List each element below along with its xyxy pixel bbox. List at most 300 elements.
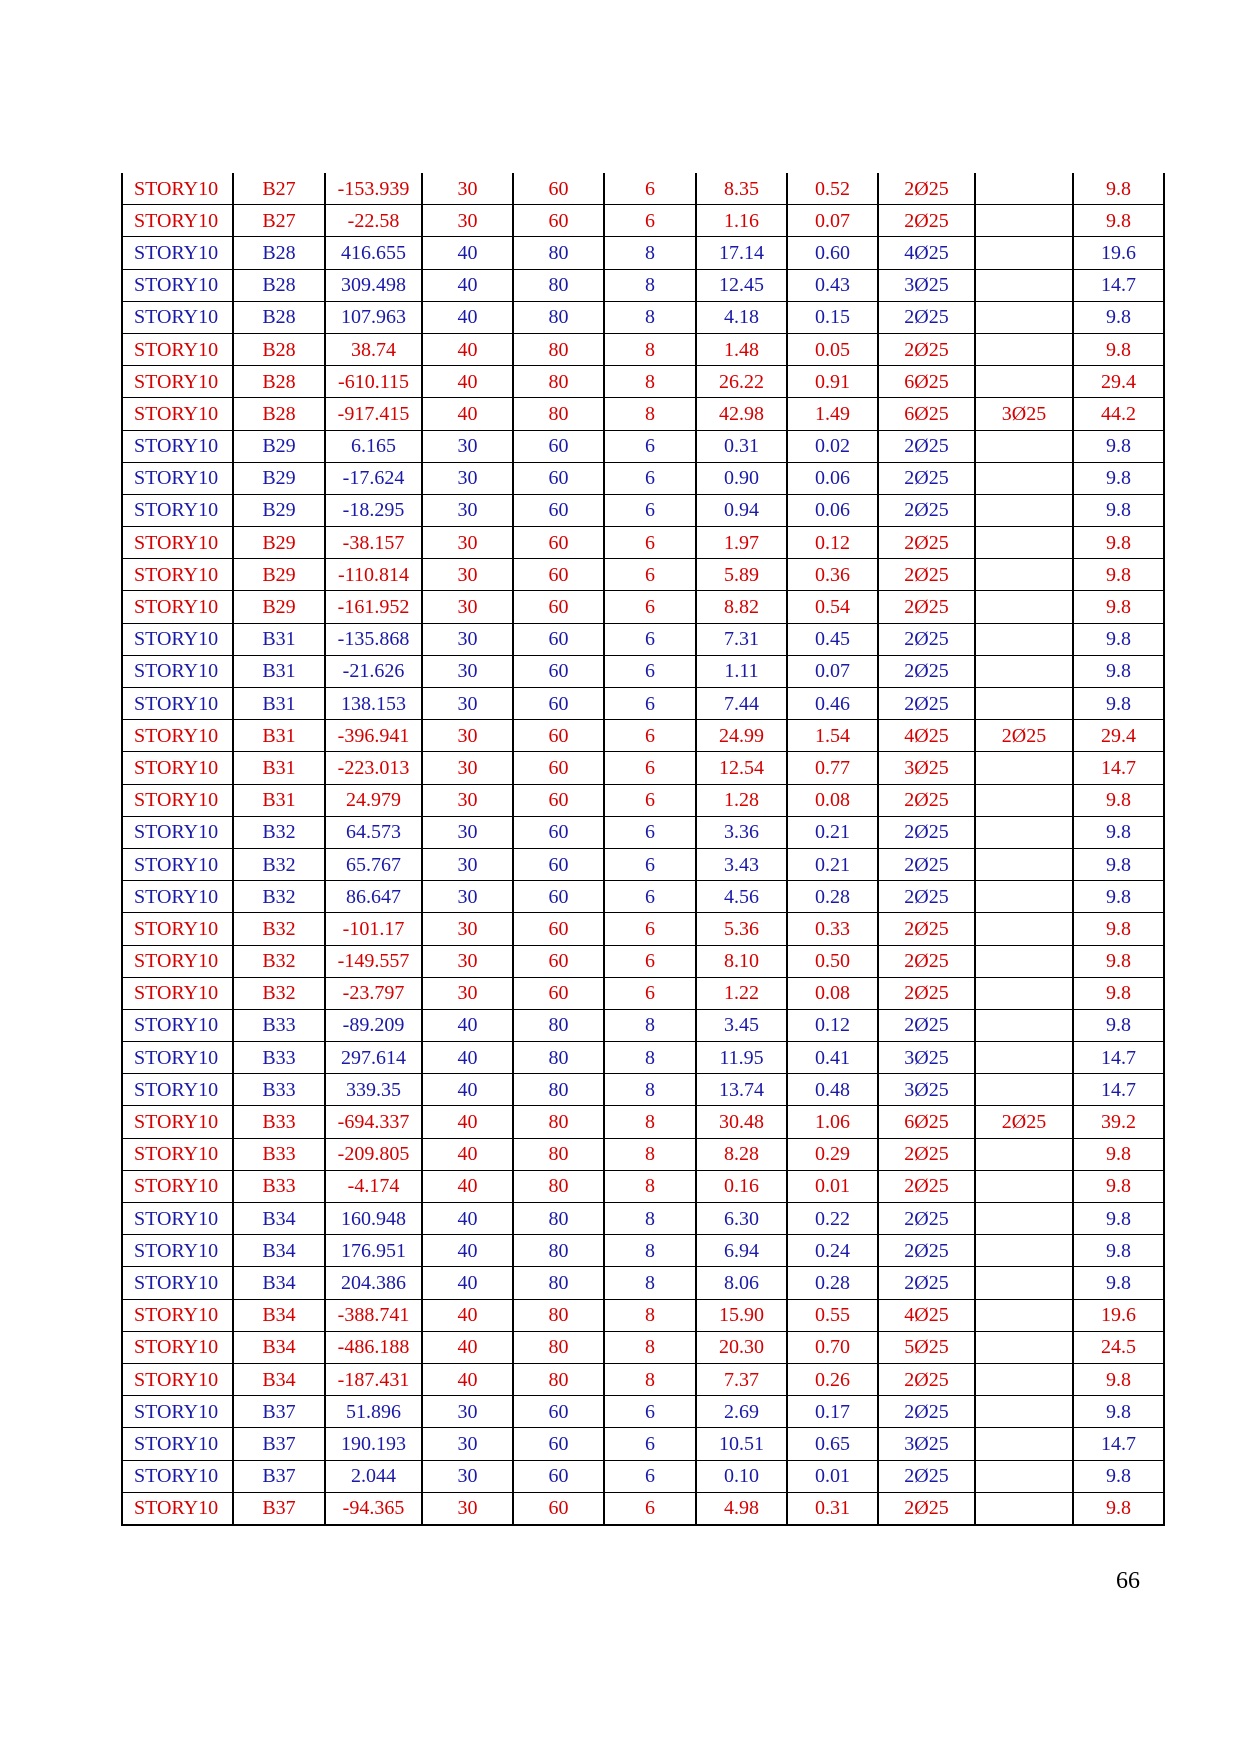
- cell-provided-area: 9.8: [1073, 1492, 1164, 1525]
- cell-extra-bars: [975, 237, 1073, 269]
- cell-width: 40: [422, 237, 513, 269]
- cell-extra-bars: [975, 1428, 1073, 1460]
- cell-extra-bars: [975, 1492, 1073, 1525]
- cell-height: 60: [513, 205, 604, 237]
- cell-height: 60: [513, 913, 604, 945]
- cell-beam: B37: [233, 1492, 325, 1525]
- cell-story: STORY10: [122, 1138, 233, 1170]
- cell-main-bars: 2Ø25: [878, 977, 975, 1009]
- cell-provided-area: 9.8: [1073, 977, 1164, 1009]
- cell-moment: -149.557: [325, 945, 422, 977]
- cell-width: 30: [422, 1492, 513, 1525]
- cell-height: 80: [513, 398, 604, 430]
- cell-main-bars: 2Ø25: [878, 784, 975, 816]
- cell-extra-bars: [975, 1235, 1073, 1267]
- cell-cover: 8: [604, 1106, 696, 1138]
- cell-main-bars: 2Ø25: [878, 913, 975, 945]
- cell-beam: B33: [233, 1170, 325, 1202]
- cell-steel-ratio: 0.06: [787, 494, 878, 526]
- cell-width: 40: [422, 1331, 513, 1363]
- cell-main-bars: 3Ø25: [878, 1074, 975, 1106]
- cell-moment: -223.013: [325, 752, 422, 784]
- cell-main-bars: 2Ø25: [878, 881, 975, 913]
- table-row: [122, 1396, 1164, 1428]
- cell-extra-bars: [975, 1460, 1073, 1492]
- cell-steel-area: 4.98: [696, 1492, 787, 1525]
- cell-height: 60: [513, 848, 604, 880]
- table-row: [122, 1074, 1164, 1106]
- table-row: [122, 881, 1164, 913]
- cell-main-bars: 2Ø25: [878, 1460, 975, 1492]
- cell-beam: B31: [233, 784, 325, 816]
- cell-height: 80: [513, 1074, 604, 1106]
- cell-width: 30: [422, 688, 513, 720]
- cell-main-bars: 2Ø25: [878, 333, 975, 365]
- cell-extra-bars: [975, 173, 1073, 205]
- cell-provided-area: 14.7: [1073, 1428, 1164, 1460]
- cell-moment: 6.165: [325, 430, 422, 462]
- cell-story: STORY10: [122, 816, 233, 848]
- cell-steel-area: 8.06: [696, 1267, 787, 1299]
- table-row: [122, 1363, 1164, 1395]
- table-row: [122, 1492, 1164, 1525]
- cell-main-bars: 2Ø25: [878, 1235, 975, 1267]
- cell-main-bars: 4Ø25: [878, 1299, 975, 1331]
- cell-width: 30: [422, 1396, 513, 1428]
- cell-extra-bars: [975, 1363, 1073, 1395]
- table-row: [122, 1267, 1164, 1299]
- cell-extra-bars: 3Ø25: [975, 398, 1073, 430]
- cell-cover: 6: [604, 816, 696, 848]
- cell-beam: B27: [233, 205, 325, 237]
- cell-provided-area: 9.8: [1073, 816, 1164, 848]
- cell-main-bars: 2Ø25: [878, 1396, 975, 1428]
- cell-steel-area: 13.74: [696, 1074, 787, 1106]
- cell-story: STORY10: [122, 205, 233, 237]
- cell-beam: B37: [233, 1396, 325, 1428]
- cell-steel-area: 5.36: [696, 913, 787, 945]
- cell-extra-bars: [975, 688, 1073, 720]
- cell-main-bars: 2Ø25: [878, 559, 975, 591]
- cell-width: 40: [422, 1267, 513, 1299]
- cell-height: 80: [513, 1363, 604, 1395]
- cell-steel-area: 0.10: [696, 1460, 787, 1492]
- cell-provided-area: 19.6: [1073, 237, 1164, 269]
- cell-main-bars: 2Ø25: [878, 1267, 975, 1299]
- cell-height: 80: [513, 1106, 604, 1138]
- cell-beam: B28: [233, 237, 325, 269]
- table-row: [122, 1106, 1164, 1138]
- cell-provided-area: 14.7: [1073, 1042, 1164, 1074]
- cell-extra-bars: [975, 591, 1073, 623]
- table-row: [122, 430, 1164, 462]
- cell-steel-area: 5.89: [696, 559, 787, 591]
- cell-cover: 6: [604, 591, 696, 623]
- cell-extra-bars: 2Ø25: [975, 1106, 1073, 1138]
- cell-moment: 51.896: [325, 1396, 422, 1428]
- cell-steel-ratio: 0.41: [787, 1042, 878, 1074]
- cell-main-bars: 2Ø25: [878, 1203, 975, 1235]
- cell-height: 60: [513, 977, 604, 1009]
- table-row: [122, 1460, 1164, 1492]
- cell-steel-area: 26.22: [696, 366, 787, 398]
- cell-steel-ratio: 0.07: [787, 655, 878, 687]
- cell-moment: -17.624: [325, 462, 422, 494]
- table-row: [122, 333, 1164, 365]
- cell-cover: 6: [604, 977, 696, 1009]
- cell-steel-ratio: 0.65: [787, 1428, 878, 1460]
- cell-width: 40: [422, 301, 513, 333]
- cell-moment: -23.797: [325, 977, 422, 1009]
- cell-height: 60: [513, 881, 604, 913]
- cell-height: 60: [513, 462, 604, 494]
- cell-steel-ratio: 0.12: [787, 527, 878, 559]
- cell-extra-bars: [975, 655, 1073, 687]
- table-row: [122, 269, 1164, 301]
- cell-main-bars: 2Ø25: [878, 655, 975, 687]
- table-row: [122, 784, 1164, 816]
- cell-story: STORY10: [122, 494, 233, 526]
- cell-height: 80: [513, 1009, 604, 1041]
- cell-width: 40: [422, 1138, 513, 1170]
- cell-width: 30: [422, 462, 513, 494]
- cell-moment: -18.295: [325, 494, 422, 526]
- cell-story: STORY10: [122, 398, 233, 430]
- cell-beam: B29: [233, 430, 325, 462]
- cell-steel-ratio: 0.22: [787, 1203, 878, 1235]
- cell-story: STORY10: [122, 1299, 233, 1331]
- cell-steel-ratio: 0.46: [787, 688, 878, 720]
- cell-extra-bars: [975, 1042, 1073, 1074]
- cell-moment: -610.115: [325, 366, 422, 398]
- cell-cover: 8: [604, 269, 696, 301]
- cell-extra-bars: [975, 945, 1073, 977]
- cell-steel-area: 0.16: [696, 1170, 787, 1202]
- cell-main-bars: 2Ø25: [878, 1170, 975, 1202]
- table-row: [122, 688, 1164, 720]
- cell-height: 60: [513, 945, 604, 977]
- cell-moment: 107.963: [325, 301, 422, 333]
- cell-extra-bars: [975, 559, 1073, 591]
- cell-moment: -486.188: [325, 1331, 422, 1363]
- cell-beam: B33: [233, 1074, 325, 1106]
- cell-height: 60: [513, 816, 604, 848]
- cell-width: 40: [422, 1009, 513, 1041]
- cell-cover: 8: [604, 1235, 696, 1267]
- cell-width: 30: [422, 623, 513, 655]
- cell-extra-bars: [975, 1138, 1073, 1170]
- cell-provided-area: 9.8: [1073, 205, 1164, 237]
- cell-main-bars: 2Ø25: [878, 494, 975, 526]
- cell-width: 40: [422, 1042, 513, 1074]
- cell-steel-area: 42.98: [696, 398, 787, 430]
- cell-main-bars: 2Ø25: [878, 301, 975, 333]
- cell-story: STORY10: [122, 173, 233, 205]
- cell-cover: 8: [604, 398, 696, 430]
- cell-extra-bars: [975, 366, 1073, 398]
- cell-moment: -917.415: [325, 398, 422, 430]
- cell-beam: B29: [233, 527, 325, 559]
- cell-beam: B34: [233, 1267, 325, 1299]
- cell-main-bars: 2Ø25: [878, 1363, 975, 1395]
- cell-moment: -38.157: [325, 527, 422, 559]
- cell-steel-ratio: 0.08: [787, 977, 878, 1009]
- cell-beam: B32: [233, 977, 325, 1009]
- cell-width: 40: [422, 398, 513, 430]
- cell-provided-area: 9.8: [1073, 913, 1164, 945]
- cell-moment: -694.337: [325, 1106, 422, 1138]
- cell-cover: 6: [604, 1396, 696, 1428]
- cell-steel-ratio: 0.50: [787, 945, 878, 977]
- cell-cover: 6: [604, 1492, 696, 1525]
- cell-main-bars: 2Ø25: [878, 1492, 975, 1525]
- cell-provided-area: 14.7: [1073, 269, 1164, 301]
- cell-provided-area: 9.8: [1073, 848, 1164, 880]
- cell-provided-area: 9.8: [1073, 333, 1164, 365]
- cell-width: 40: [422, 1363, 513, 1395]
- cell-story: STORY10: [122, 623, 233, 655]
- cell-moment: 24.979: [325, 784, 422, 816]
- cell-provided-area: 24.5: [1073, 1331, 1164, 1363]
- cell-height: 60: [513, 527, 604, 559]
- cell-provided-area: 9.8: [1073, 1235, 1164, 1267]
- cell-steel-ratio: 0.70: [787, 1331, 878, 1363]
- cell-moment: -388.741: [325, 1299, 422, 1331]
- table-row: [122, 623, 1164, 655]
- cell-steel-area: 8.10: [696, 945, 787, 977]
- cell-moment: -22.58: [325, 205, 422, 237]
- cell-steel-area: 8.28: [696, 1138, 787, 1170]
- cell-steel-ratio: 0.55: [787, 1299, 878, 1331]
- cell-steel-ratio: 0.31: [787, 1492, 878, 1525]
- cell-cover: 6: [604, 784, 696, 816]
- cell-main-bars: 2Ø25: [878, 462, 975, 494]
- cell-story: STORY10: [122, 720, 233, 752]
- cell-cover: 8: [604, 301, 696, 333]
- cell-story: STORY10: [122, 591, 233, 623]
- cell-extra-bars: [975, 269, 1073, 301]
- cell-steel-area: 3.43: [696, 848, 787, 880]
- cell-steel-ratio: 0.36: [787, 559, 878, 591]
- cell-steel-ratio: 0.33: [787, 913, 878, 945]
- cell-steel-area: 6.30: [696, 1203, 787, 1235]
- cell-steel-area: 17.14: [696, 237, 787, 269]
- table-row: [122, 462, 1164, 494]
- table-row: [122, 1331, 1164, 1363]
- cell-beam: B32: [233, 913, 325, 945]
- cell-story: STORY10: [122, 913, 233, 945]
- cell-steel-ratio: 0.12: [787, 1009, 878, 1041]
- cell-cover: 8: [604, 366, 696, 398]
- cell-main-bars: 6Ø25: [878, 1106, 975, 1138]
- cell-moment: 38.74: [325, 333, 422, 365]
- cell-moment: 339.35: [325, 1074, 422, 1106]
- cell-extra-bars: [975, 623, 1073, 655]
- table-row: [122, 945, 1164, 977]
- cell-height: 60: [513, 1428, 604, 1460]
- cell-main-bars: 2Ø25: [878, 1138, 975, 1170]
- cell-story: STORY10: [122, 688, 233, 720]
- cell-extra-bars: [975, 527, 1073, 559]
- cell-story: STORY10: [122, 269, 233, 301]
- cell-story: STORY10: [122, 655, 233, 687]
- cell-height: 60: [513, 1492, 604, 1525]
- cell-story: STORY10: [122, 1363, 233, 1395]
- cell-cover: 6: [604, 720, 696, 752]
- cell-beam: B31: [233, 688, 325, 720]
- cell-width: 30: [422, 1460, 513, 1492]
- cell-provided-area: 19.6: [1073, 1299, 1164, 1331]
- cell-height: 60: [513, 430, 604, 462]
- cell-beam: B29: [233, 462, 325, 494]
- cell-cover: 6: [604, 559, 696, 591]
- cell-width: 30: [422, 881, 513, 913]
- cell-provided-area: 9.8: [1073, 1460, 1164, 1492]
- cell-moment: -21.626: [325, 655, 422, 687]
- cell-steel-area: 8.35: [696, 173, 787, 205]
- cell-height: 60: [513, 1460, 604, 1492]
- cell-steel-area: 1.48: [696, 333, 787, 365]
- cell-beam: B27: [233, 173, 325, 205]
- cell-story: STORY10: [122, 881, 233, 913]
- cell-provided-area: 9.8: [1073, 623, 1164, 655]
- cell-cover: 8: [604, 1267, 696, 1299]
- table-row: [122, 173, 1164, 205]
- cell-height: 80: [513, 1235, 604, 1267]
- cell-steel-ratio: 0.26: [787, 1363, 878, 1395]
- cell-steel-area: 12.45: [696, 269, 787, 301]
- cell-main-bars: 2Ø25: [878, 816, 975, 848]
- cell-steel-area: 2.69: [696, 1396, 787, 1428]
- cell-extra-bars: [975, 1267, 1073, 1299]
- cell-beam: B33: [233, 1042, 325, 1074]
- cell-extra-bars: [975, 977, 1073, 1009]
- cell-main-bars: 2Ø25: [878, 527, 975, 559]
- cell-main-bars: 2Ø25: [878, 430, 975, 462]
- cell-story: STORY10: [122, 333, 233, 365]
- cell-main-bars: 3Ø25: [878, 1042, 975, 1074]
- cell-provided-area: 9.8: [1073, 1138, 1164, 1170]
- cell-story: STORY10: [122, 366, 233, 398]
- cell-moment: -94.365: [325, 1492, 422, 1525]
- cell-provided-area: 9.8: [1073, 945, 1164, 977]
- cell-beam: B34: [233, 1363, 325, 1395]
- cell-story: STORY10: [122, 1492, 233, 1525]
- cell-steel-ratio: 0.21: [787, 848, 878, 880]
- cell-extra-bars: [975, 1170, 1073, 1202]
- cell-beam: B37: [233, 1428, 325, 1460]
- cell-main-bars: 4Ø25: [878, 237, 975, 269]
- cell-cover: 8: [604, 1331, 696, 1363]
- cell-height: 60: [513, 173, 604, 205]
- table-body: [122, 173, 1164, 1525]
- cell-width: 40: [422, 333, 513, 365]
- cell-story: STORY10: [122, 527, 233, 559]
- cell-moment: 297.614: [325, 1042, 422, 1074]
- cell-cover: 8: [604, 1299, 696, 1331]
- cell-height: 80: [513, 301, 604, 333]
- cell-main-bars: 2Ø25: [878, 591, 975, 623]
- cell-height: 80: [513, 1299, 604, 1331]
- cell-moment: -187.431: [325, 1363, 422, 1395]
- cell-extra-bars: [975, 752, 1073, 784]
- cell-cover: 8: [604, 1009, 696, 1041]
- cell-moment: -135.868: [325, 623, 422, 655]
- cell-height: 60: [513, 494, 604, 526]
- cell-moment: 64.573: [325, 816, 422, 848]
- cell-height: 80: [513, 1170, 604, 1202]
- cell-extra-bars: [975, 1074, 1073, 1106]
- cell-provided-area: 9.8: [1073, 784, 1164, 816]
- cell-cover: 6: [604, 623, 696, 655]
- cell-provided-area: 9.8: [1073, 494, 1164, 526]
- cell-provided-area: 9.8: [1073, 881, 1164, 913]
- cell-steel-area: 10.51: [696, 1428, 787, 1460]
- cell-width: 30: [422, 559, 513, 591]
- cell-cover: 6: [604, 881, 696, 913]
- cell-steel-area: 24.99: [696, 720, 787, 752]
- cell-steel-area: 1.28: [696, 784, 787, 816]
- cell-cover: 6: [604, 462, 696, 494]
- cell-steel-ratio: 0.24: [787, 1235, 878, 1267]
- cell-cover: 8: [604, 1363, 696, 1395]
- cell-steel-area: 0.94: [696, 494, 787, 526]
- cell-story: STORY10: [122, 1074, 233, 1106]
- cell-extra-bars: [975, 333, 1073, 365]
- cell-moment: -161.952: [325, 591, 422, 623]
- table-row: [122, 366, 1164, 398]
- cell-extra-bars: [975, 1009, 1073, 1041]
- cell-story: STORY10: [122, 1428, 233, 1460]
- cell-provided-area: 9.8: [1073, 173, 1164, 205]
- table-row: [122, 205, 1164, 237]
- cell-cover: 8: [604, 237, 696, 269]
- cell-cover: 6: [604, 205, 696, 237]
- cell-width: 40: [422, 1203, 513, 1235]
- cell-steel-area: 30.48: [696, 1106, 787, 1138]
- cell-extra-bars: [975, 462, 1073, 494]
- cell-height: 80: [513, 1138, 604, 1170]
- cell-width: 40: [422, 366, 513, 398]
- cell-width: 30: [422, 816, 513, 848]
- cell-steel-area: 15.90: [696, 1299, 787, 1331]
- cell-cover: 8: [604, 1170, 696, 1202]
- cell-provided-area: 9.8: [1073, 1396, 1164, 1428]
- cell-height: 80: [513, 366, 604, 398]
- cell-cover: 6: [604, 848, 696, 880]
- table-row: [122, 1138, 1164, 1170]
- cell-steel-area: 7.44: [696, 688, 787, 720]
- cell-main-bars: 6Ø25: [878, 398, 975, 430]
- cell-steel-ratio: 0.02: [787, 430, 878, 462]
- cell-provided-area: 14.7: [1073, 1074, 1164, 1106]
- cell-steel-area: 1.22: [696, 977, 787, 1009]
- cell-steel-area: 12.54: [696, 752, 787, 784]
- cell-main-bars: 2Ø25: [878, 945, 975, 977]
- cell-beam: B28: [233, 398, 325, 430]
- cell-steel-ratio: 0.52: [787, 173, 878, 205]
- cell-moment: 138.153: [325, 688, 422, 720]
- table-row: [122, 1428, 1164, 1460]
- table-row: [122, 591, 1164, 623]
- cell-provided-area: 9.8: [1073, 1363, 1164, 1395]
- cell-cover: 8: [604, 1203, 696, 1235]
- cell-steel-area: 8.82: [696, 591, 787, 623]
- table-row: [122, 752, 1164, 784]
- table-row: [122, 1170, 1164, 1202]
- cell-height: 80: [513, 1267, 604, 1299]
- cell-extra-bars: [975, 205, 1073, 237]
